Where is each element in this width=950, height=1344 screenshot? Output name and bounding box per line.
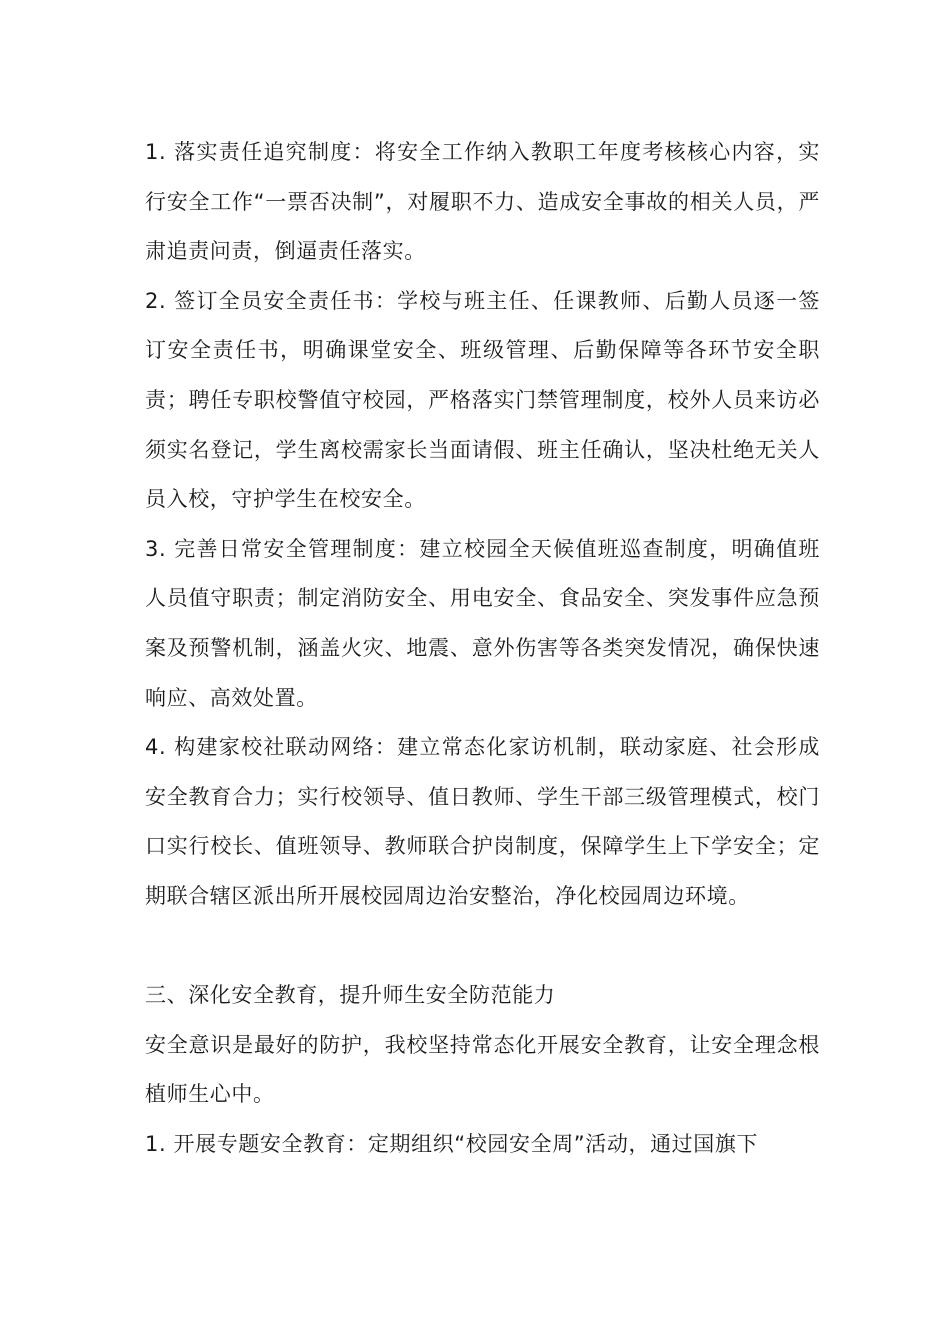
document-body: [145, 128, 820, 1169]
paragraph-item-3: 3. 完善日常安全管理制度：建立校园全天候值班巡查制度，明确值班人员值守职责；制定消防安全、用电安全、食品安全、突发事件应急预案及预警机制，涵盖火灾、地震、意外伤害等各类突发情况，确保快速响应、高效处置。: [145, 536, 820, 710]
blank-line: [145, 922, 820, 972]
section-intro: 安全意识是最好的防护，我校坚持常态化开展安全教育，让安全理念根植师生心中。: [145, 1032, 820, 1107]
section-item-1: 1. 开展专题安全教育：定期组织“校园安全周”活动，通过国旗下: [145, 1131, 759, 1156]
paragraph-item-1: 1. 落实责任追究制度：将安全工作纳入教职工年度考核核心内容，实行安全工作“一票否决制”，对履职不力、造成安全事故的相关人员，严肃追责问责，倒逼责任落实。: [145, 140, 820, 264]
paragraph-item-2: 2. 签订全员安全责任书：学校与班主任、任课教师、后勤人员逐一签订安全责任书，明确课堂安全、班级管理、后勤保障等各环节安全职责；聘任专职校警值守校园，严格落实门禁管理制度，校外人员来访必须实名登记，学生离校需家长当面请假、班主任确认，坚决杜绝无关人员入校，守护学生在校安全。: [145, 288, 820, 512]
paragraph-item-4: 4. 构建家校社联动网络：建立常态化家访机制，联动家庭、社会形成安全教育合力；实行校领导、值日教师、学生干部三级管理模式，校门口实行校长、值班领导、教师联合护岗制度，保障学生上下学安全；定期联合辖区派出所开展校园周边治安整治，净化校园周边环境。: [145, 735, 820, 908]
section-heading: 三、深化安全教育，提升师生安全防范能力: [145, 983, 556, 1008]
